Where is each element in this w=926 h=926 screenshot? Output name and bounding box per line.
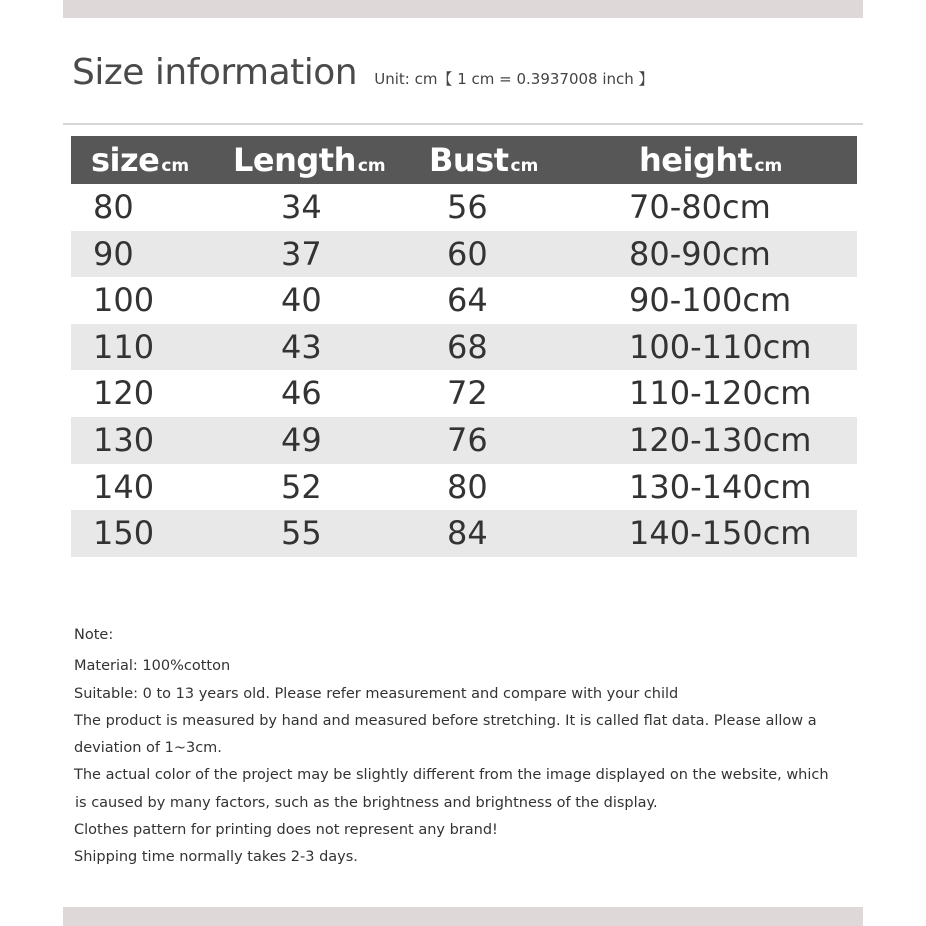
cell-size: 120 [93, 374, 155, 413]
header-label: Bust [429, 141, 509, 179]
cell-bust: 56 [447, 188, 488, 226]
note-color: The actual color of the project may be slightly different from the image displayed on the website, which [74, 767, 829, 784]
cell-bust: 80 [447, 467, 488, 506]
cell-size: 130 [93, 420, 155, 459]
size-table [71, 136, 857, 557]
cell-height: 100-110cm [629, 327, 812, 366]
title-divider [63, 123, 863, 125]
unit-note: Unit: cm【 1 cm = 0.3937008 inch 】 [374, 70, 654, 88]
bottom-frame-bar [63, 907, 863, 926]
header-label: height [639, 141, 753, 179]
header-unit: cm [510, 156, 539, 176]
notes-heading: Note: [74, 627, 114, 643]
cell-height: 70-80cm [629, 188, 771, 226]
note-suitable: Suitable: 0 to 13 years old. Please refer measurement and compare with your child [74, 685, 679, 702]
cell-length: 49 [281, 420, 322, 459]
header-unit: cm [754, 156, 783, 176]
cell-bust: 68 [447, 327, 488, 366]
cell-height: 80-90cm [629, 234, 771, 273]
header-unit: cm [161, 156, 190, 176]
header-unit: cm [357, 156, 386, 176]
note-pattern: Clothes pattern for printing does not represent any brand! [74, 822, 498, 839]
cell-bust: 72 [447, 374, 488, 413]
cell-height: 120-130cm [629, 420, 812, 459]
cell-size: 80 [93, 188, 134, 226]
note-deviation: deviation of 1~3cm. [74, 740, 222, 757]
cell-size: 140 [93, 467, 155, 506]
cell-bust: 84 [447, 514, 488, 553]
cell-length: 37 [281, 234, 322, 273]
cell-height: 140-150cm [629, 514, 812, 553]
table-row [71, 417, 857, 464]
top-frame-bar [63, 0, 863, 18]
cell-height: 130-140cm [629, 467, 812, 506]
cell-length: 40 [281, 281, 322, 320]
table-row [71, 277, 857, 324]
table-row [71, 464, 857, 511]
cell-length: 34 [281, 188, 322, 226]
cell-length: 52 [281, 467, 322, 506]
header-size [91, 136, 189, 184]
table-row [71, 184, 857, 231]
cell-bust: 64 [447, 281, 488, 320]
note-color-cont: is caused by many factors, such as the brightness and brightness of the display. [75, 794, 658, 811]
header-label: Length [233, 141, 356, 179]
cell-bust: 60 [447, 234, 488, 273]
cell-size: 90 [93, 234, 134, 273]
note-measurement: The product is measured by hand and measured before stretching. It is called flat data. Please allow a [74, 712, 817, 729]
cell-size: 150 [93, 514, 155, 553]
header-bust [429, 136, 538, 184]
header-length [233, 136, 386, 184]
cell-length: 55 [281, 514, 322, 553]
table-row [71, 510, 857, 557]
notes-section [74, 622, 854, 872]
table-row [71, 370, 857, 417]
header-height [639, 136, 782, 184]
cell-size: 110 [93, 327, 155, 366]
table-row [71, 324, 857, 371]
cell-length: 46 [281, 374, 322, 413]
cell-height: 110-120cm [629, 374, 812, 413]
header-label: size [91, 141, 160, 179]
title-row [72, 52, 862, 100]
note-shipping: Shipping time normally takes 2-3 days. [74, 849, 358, 866]
table-header [71, 136, 857, 184]
cell-length: 43 [281, 327, 322, 366]
table-row [71, 231, 857, 278]
cell-bust: 76 [447, 420, 488, 459]
note-material: Material: 100%cotton [74, 658, 231, 675]
cell-height: 90-100cm [629, 281, 792, 320]
cell-size: 100 [93, 281, 155, 320]
page-title: Size information [72, 52, 358, 93]
